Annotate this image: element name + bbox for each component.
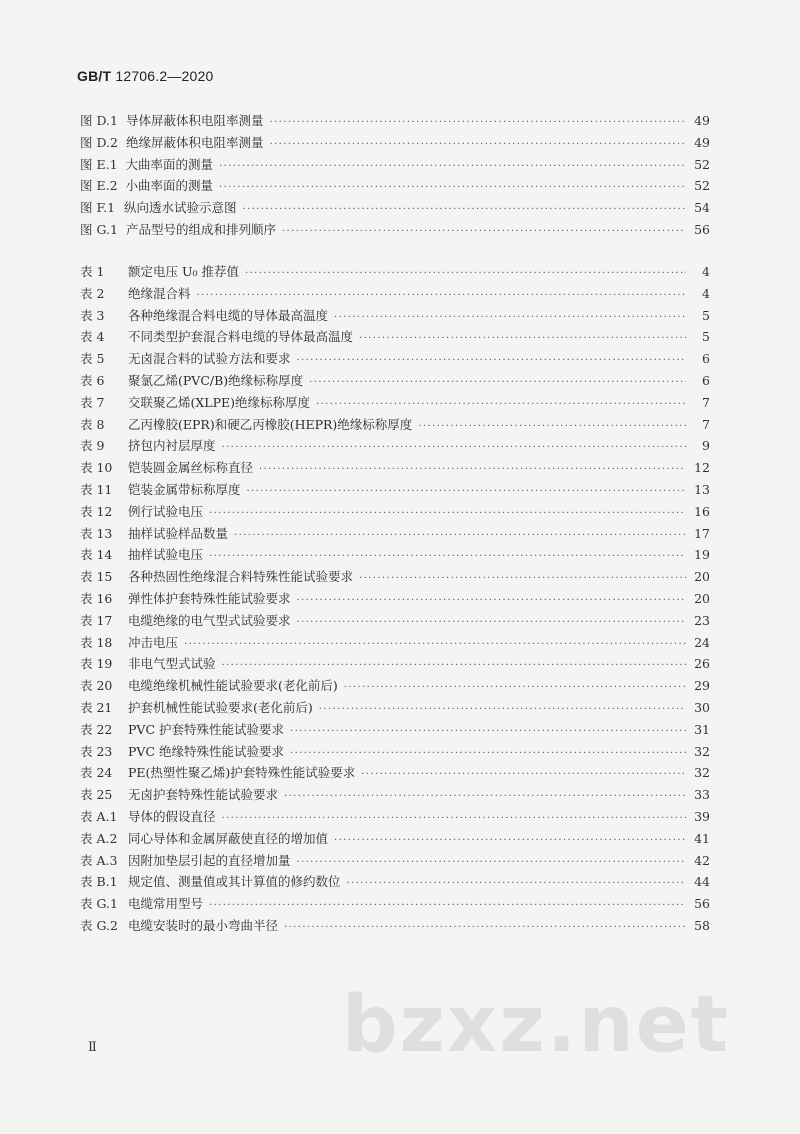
entry-title: 纵向透水试验示意图: [124, 200, 237, 216]
entry-title: 各种热固性绝缘混合料特殊性能试验要求: [128, 569, 354, 585]
table-entry[interactable]: [80, 392, 710, 414]
entry-page-number: 49: [694, 113, 710, 128]
entry-label: 表 17: [80, 612, 113, 628]
entry-label: 表 19: [80, 656, 113, 672]
entry-title: 导体的假设直径: [128, 808, 216, 824]
entry-page-number: 4: [702, 264, 710, 279]
dot-leader: [290, 743, 686, 765]
table-entry[interactable]: [80, 435, 710, 457]
entry-page-number: 24: [694, 634, 710, 650]
figure-entry[interactable]: [80, 175, 710, 197]
dot-leader: [297, 852, 686, 874]
dot-leader: [245, 263, 686, 285]
entry-title: 电缆安装时的最小弯曲半径: [128, 917, 279, 933]
entry-page-number: 20: [694, 569, 710, 585]
entry-page-number: 23: [694, 612, 710, 628]
dot-leader: [359, 328, 686, 350]
entry-title: 绝缘混合料: [128, 285, 191, 301]
entry-title: 弹性体护套特殊性能试验要求: [128, 590, 291, 606]
dot-leader: [284, 786, 686, 808]
entry-title: 不同类型护套混合料电缆的导体最高温度: [128, 329, 354, 345]
entry-page-number: 30: [694, 699, 710, 715]
entry-label: 表 24: [80, 765, 113, 781]
entry-title: 小曲率面的测量: [125, 178, 214, 194]
table-entry[interactable]: [80, 741, 710, 763]
entry-title: 电缆绝缘机械性能试验要求(老化前后): [128, 678, 338, 694]
entry-label: 表 B.1: [80, 874, 118, 890]
dot-leader: [270, 134, 687, 156]
entry-label: 表 11: [80, 481, 113, 497]
table-entry[interactable]: [80, 915, 710, 937]
figure-list: [80, 110, 710, 241]
entry-title: 交联聚乙烯(XLPE)绝缘标称厚度: [128, 394, 310, 410]
entry-title: 非电气型式试验: [128, 656, 216, 672]
dot-leader: [284, 917, 686, 939]
entry-title: 无卤混合料的试验方法和要求: [128, 351, 291, 367]
entry-page-number: 17: [694, 525, 710, 541]
entry-title: 规定值、测量值或其计算值的修约数位: [128, 874, 341, 890]
table-entry[interactable]: [80, 719, 710, 741]
dot-leader: [334, 307, 686, 329]
table-entry[interactable]: [80, 501, 710, 523]
entry-page-number: 52: [694, 178, 710, 194]
entry-page-number: 20: [694, 590, 710, 606]
entry-label: 表 5: [80, 351, 105, 367]
entry-title: PVC 绝缘特殊性能试验要求: [128, 743, 284, 759]
entry-page-number: 44: [694, 874, 710, 890]
document-header: [77, 68, 214, 84]
standard-code: GB/T: [77, 68, 112, 84]
entry-page-number: 19: [694, 547, 710, 563]
table-entry[interactable]: [80, 850, 710, 872]
page-number: Ⅱ: [88, 1040, 97, 1055]
dot-leader: [359, 568, 686, 590]
entry-label: 表 25: [80, 787, 113, 803]
entry-page-number: 26: [694, 656, 710, 672]
entry-page-number: 42: [694, 852, 710, 868]
entry-label: 表 14: [80, 547, 113, 563]
entry-page-number: 52: [694, 156, 710, 172]
entry-page-number: 39: [694, 808, 710, 824]
entry-title: 抽样试验样品数量: [128, 525, 229, 541]
entry-page-number: 33: [694, 787, 710, 803]
entry-title: 铠装金属带标称厚度: [128, 481, 241, 497]
entry-label: 图 F.1: [80, 200, 116, 216]
dot-leader: [297, 350, 686, 372]
dot-leader: [319, 699, 686, 721]
table-entry[interactable]: [80, 305, 710, 327]
entry-label: 表 3: [80, 307, 105, 323]
figure-entry[interactable]: [80, 110, 710, 132]
table-entry[interactable]: [80, 566, 710, 588]
dot-leader: [309, 372, 686, 394]
table-entry[interactable]: [80, 326, 710, 348]
entry-page-number: 13: [694, 481, 710, 497]
table-entry[interactable]: [80, 762, 710, 784]
entry-label: 表 G.2: [80, 917, 118, 933]
dot-leader: [209, 895, 686, 917]
entry-title: 挤包内衬层厚度: [128, 438, 216, 454]
entry-label: 图 E.1: [80, 156, 118, 172]
dot-leader: [282, 221, 686, 243]
entry-page-number: 5: [702, 307, 710, 323]
entry-page-number: 56: [694, 896, 710, 912]
figure-entry[interactable]: [80, 197, 710, 219]
figure-entry[interactable]: [80, 219, 710, 241]
entry-page-number: 9: [702, 438, 710, 454]
entry-label: 表 13: [80, 525, 113, 541]
watermark-logo: bzxz.net: [341, 980, 730, 1070]
dot-leader: [243, 199, 686, 221]
entry-label: 表 21: [80, 699, 113, 715]
dot-leader: [290, 721, 686, 743]
entry-page-number: 5: [702, 329, 710, 345]
table-list: [80, 261, 710, 937]
table-entry[interactable]: [80, 806, 710, 828]
table-entry[interactable]: [80, 784, 710, 806]
entry-label: 表 8: [80, 416, 105, 432]
table-entry[interactable]: [80, 610, 710, 632]
dot-leader: [209, 503, 686, 525]
entry-label: 表 A.1: [80, 808, 118, 824]
entry-label: 表 A.2: [80, 830, 118, 846]
entry-label: 表 6: [80, 372, 105, 388]
dot-leader: [297, 590, 686, 612]
entry-label: 表 23: [80, 743, 113, 759]
dot-leader: [259, 459, 686, 481]
entry-page-number: 32: [694, 765, 710, 781]
entry-title: PVC 护套特殊性能试验要求: [128, 721, 284, 737]
dot-leader: [347, 873, 686, 895]
entry-label: 表 12: [80, 503, 113, 519]
entry-label: 表 16: [80, 590, 113, 606]
table-entry[interactable]: [80, 370, 710, 392]
entry-title: 导体屏蔽体积电阻率测量: [125, 113, 264, 128]
entry-label: 表 A.3: [80, 852, 118, 868]
table-entry[interactable]: [80, 348, 710, 370]
entry-label: 图 E.2: [80, 178, 118, 194]
dot-leader: [344, 677, 686, 699]
entry-page-number: 16: [694, 503, 710, 519]
dot-leader: [316, 394, 686, 416]
dot-leader: [234, 525, 686, 547]
entry-label: 表 7: [80, 394, 105, 410]
table-entry[interactable]: [80, 544, 710, 566]
entry-title: 各种绝缘混合料电缆的导体最高温度: [128, 307, 329, 323]
entry-title: 因附加垫层引起的直径增加量: [128, 852, 291, 868]
entry-page-number: 6: [702, 351, 710, 367]
figure-entry[interactable]: [80, 154, 710, 176]
table-entry[interactable]: [80, 479, 710, 501]
entry-title: 抽样试验电压: [128, 547, 204, 563]
dot-leader: [222, 655, 686, 677]
table-entry[interactable]: [80, 588, 710, 610]
entry-label: 表 4: [80, 329, 105, 345]
dot-leader: [361, 764, 686, 786]
standard-number: 12706.2—2020: [115, 68, 214, 84]
entry-page-number: 31: [694, 721, 710, 737]
entry-title: 无卤护套特殊性能试验要求: [128, 787, 279, 803]
table-entry[interactable]: [80, 871, 710, 893]
entry-title: 例行试验电压: [128, 503, 204, 519]
entry-page-number: 58: [694, 917, 710, 933]
table-entry[interactable]: [80, 632, 710, 654]
dot-leader: [222, 808, 686, 830]
entry-label: 表 1: [80, 264, 105, 279]
table-entry[interactable]: [80, 675, 710, 697]
table-entry[interactable]: [80, 414, 710, 436]
table-entry[interactable]: [80, 828, 710, 850]
entry-page-number: 7: [702, 416, 710, 432]
table-entry[interactable]: [80, 653, 710, 675]
table-entry[interactable]: [80, 283, 710, 305]
entry-label: 表 20: [80, 678, 113, 694]
entry-label: 表 G.1: [80, 896, 118, 912]
dot-leader: [334, 830, 686, 852]
entry-label: 表 10: [80, 460, 113, 476]
entry-page-number: 41: [694, 830, 710, 846]
dot-leader: [222, 437, 686, 459]
entry-label: 表 15: [80, 569, 113, 585]
entry-title: 大曲率面的测量: [125, 156, 214, 172]
table-entry[interactable]: [80, 893, 710, 915]
entry-title: 铠装圆金属丝标称直径: [128, 460, 254, 476]
entry-label: 图 D.1: [80, 113, 118, 128]
entry-page-number: 49: [694, 134, 710, 150]
entry-title: 同心导体和金属屏蔽使直径的增加值: [128, 830, 329, 846]
dot-leader: [297, 612, 686, 634]
dot-leader: [197, 285, 686, 307]
entry-title: 冲击电压: [128, 634, 179, 650]
dot-leader: [247, 481, 686, 503]
entry-page-number: 7: [702, 394, 710, 410]
dot-leader: [219, 156, 686, 178]
dot-leader: [270, 112, 687, 134]
entry-title: 护套机械性能试验要求(老化前后): [128, 699, 313, 715]
entry-page-number: 6: [702, 372, 710, 388]
entry-page-number: 54: [694, 200, 710, 216]
entry-title: 聚氯乙烯(PVC/B)绝缘标称厚度: [128, 372, 304, 388]
entry-title: 乙丙橡胶(EPR)和硬乙丙橡胶(HEPR)绝缘标称厚度: [128, 416, 413, 432]
table-entry[interactable]: [80, 523, 710, 545]
table-entry[interactable]: [80, 697, 710, 719]
figure-entry[interactable]: [80, 132, 710, 154]
entry-label: 表 9: [80, 438, 105, 454]
entry-title: 电缆绝缘的电气型式试验要求: [128, 612, 291, 628]
entry-label: 图 D.2: [80, 134, 118, 150]
entry-page-number: 56: [694, 221, 710, 237]
entry-title: 产品型号的组成和排列顺序: [125, 221, 276, 237]
entry-title: 额定电压 U₀ 推荐值: [128, 264, 239, 279]
dot-leader: [418, 416, 686, 438]
entry-title: 电缆常用型号: [128, 896, 204, 912]
dot-leader: [209, 546, 686, 568]
entry-label: 表 2: [80, 285, 105, 301]
table-entry[interactable]: [80, 457, 710, 479]
entry-page-number: 32: [694, 743, 710, 759]
entry-page-number: 12: [694, 460, 710, 476]
entry-label: 表 22: [80, 721, 113, 737]
dot-leader: [184, 634, 686, 656]
dot-leader: [219, 177, 686, 199]
entry-title: PE(热塑性聚乙烯)护套特殊性能试验要求: [128, 765, 356, 781]
table-entry[interactable]: [80, 261, 710, 283]
entry-page-number: 4: [702, 285, 710, 301]
entry-label: 表 18: [80, 634, 113, 650]
entry-page-number: 29: [694, 678, 710, 694]
entry-label: 图 G.1: [80, 221, 118, 237]
entry-title: 绝缘屏蔽体积电阻率测量: [125, 134, 264, 150]
